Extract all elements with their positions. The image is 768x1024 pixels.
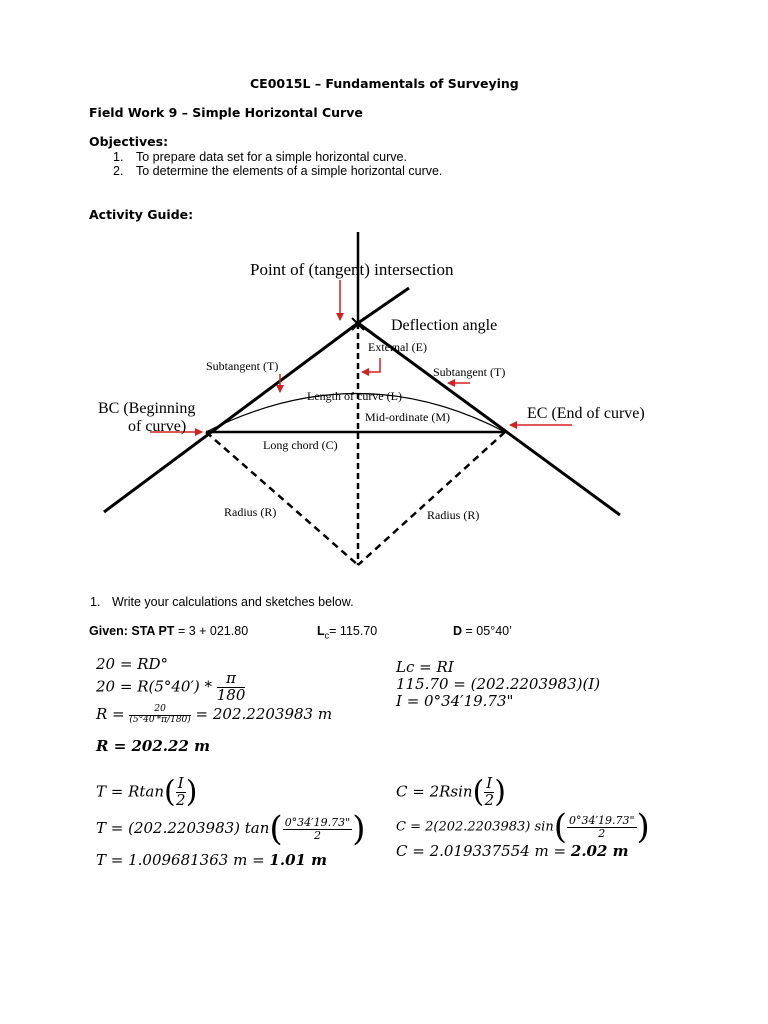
subtangent-right-label: Subtangent (T) — [433, 365, 506, 379]
calc-l-line3: I = 0°34′19.73" — [396, 692, 514, 710]
fraction-denominator: 2 — [313, 828, 321, 842]
calc-l-line1: Lc = RI — [396, 658, 454, 676]
r-fraction — [129, 705, 190, 725]
d-given — [453, 624, 512, 638]
right-paren-icon: ) — [352, 809, 366, 849]
calc-t-line2 — [96, 809, 366, 850]
question-number: 1. — [90, 595, 101, 609]
lc-given — [317, 624, 377, 641]
calc-c1-left: C = 2Rsin — [396, 782, 473, 801]
left-paren-icon: ( — [164, 774, 176, 810]
angle-over-2 — [283, 817, 353, 841]
right-paren-icon: ) — [636, 807, 650, 847]
calc-r-line1: 20 = RD° — [96, 655, 169, 673]
calc-r2-left: 20 = R(5°40′) * — [96, 677, 217, 696]
right-paren-icon: ) — [185, 774, 198, 810]
radius-left-label: Radius (R) — [224, 505, 277, 519]
calc-l-line2: 115.70 = (202.2203983)(I) — [396, 675, 601, 693]
calc-c2-left: C = 2(202.2203983) sin — [396, 819, 554, 835]
radius-right-label: Radius (R) — [427, 508, 480, 522]
course-title: CE0015L – Fundamentals of Surveying — [250, 76, 519, 91]
deflection-label: Deflection angle — [391, 317, 498, 334]
d-label: D — [453, 624, 463, 638]
bc-label-line2: of curve) — [128, 418, 187, 435]
objective-item: To determine the elements of a simple horizontal curve. — [136, 164, 443, 178]
given-row — [89, 624, 248, 638]
fraction-numerator: 0°34′19.73" — [284, 815, 351, 829]
fraction-denominator: 2 — [598, 826, 606, 840]
calc-c-line3 — [396, 842, 629, 860]
external-arrow — [362, 358, 380, 372]
length-of-curve-label: Length of curve (L) — [307, 389, 402, 403]
objective-number: 2. — [113, 164, 124, 178]
calc-r-line2 — [96, 671, 245, 705]
calc-r3-right: = 202.2203983 m — [190, 705, 333, 723]
fraction-numerator: 0°34′19.73" — [568, 813, 635, 827]
angle-over-2 — [567, 815, 637, 839]
i-over-2 — [484, 776, 494, 809]
objectives-heading: Objectives: — [89, 134, 169, 149]
fraction-denominator: 180 — [216, 685, 246, 704]
lc-subscript: c — [324, 630, 330, 641]
calc-t-line3 — [96, 851, 327, 869]
fraction-denominator: (5°40′*π/180) — [129, 714, 191, 725]
lc-label: L — [317, 624, 325, 638]
calc-t1-left: T = Rtan — [96, 782, 165, 801]
calc-r-line3 — [96, 705, 332, 739]
right-paren-icon: ) — [494, 774, 506, 810]
sta-value: = 3 + 021.80 — [177, 624, 249, 638]
left-paren-icon: ( — [269, 809, 283, 849]
radius-right-line — [358, 432, 505, 565]
lc-value: = 115.70 — [329, 624, 378, 638]
i-over-2 — [176, 776, 186, 809]
left-paren-icon: ( — [472, 774, 485, 810]
left-paren-icon: ( — [553, 807, 567, 847]
sta-label: STA PT — [131, 624, 175, 638]
subtangent-left-label: Subtangent (T) — [206, 359, 279, 373]
d-value: = 05°40’ — [465, 624, 512, 638]
activity-guide-heading: Activity Guide: — [89, 207, 194, 222]
long-chord-label: Long chord (C) — [263, 438, 338, 452]
objective-item: To prepare data set for a simple horizontal curve. — [136, 150, 407, 164]
question-text: Write your calculations and sketches below. — [112, 595, 354, 609]
objective-number: 1. — [113, 150, 124, 164]
ec-label: EC (End of curve) — [527, 405, 645, 422]
calc-c3-left: C = 2.019337554 m = — [396, 842, 571, 860]
calc-c-result: 2.02 m — [570, 842, 629, 860]
calc-t-line1 — [96, 776, 197, 812]
fraction-denominator: 2 — [484, 790, 495, 809]
calc-t-result: 1.01 m — [269, 851, 328, 869]
fraction-denominator: 2 — [175, 790, 186, 809]
fraction-numerator: I — [486, 774, 493, 792]
mid-ordinate-label: Mid-ordinate (M) — [365, 410, 450, 424]
calc-c-line1 — [396, 776, 506, 812]
calc-t2-left: T = (202.2203983) tan — [96, 819, 270, 837]
calc-r3-left: R = — [96, 705, 130, 723]
fraction-numerator: 20 — [129, 705, 190, 715]
pi-over-180 — [217, 671, 246, 704]
given-label: Given: — [89, 624, 128, 638]
fraction-numerator: π — [217, 671, 246, 688]
calc-t3-left: T = 1.009681363 m = — [96, 851, 270, 869]
fraction-numerator: I — [177, 774, 184, 792]
fieldwork-title: Field Work 9 – Simple Horizontal Curve — [89, 105, 363, 120]
calc-r-result: R = 202.22 m — [96, 737, 210, 755]
external-label: External (E) — [368, 340, 427, 354]
pi-label: Point of (tangent) intersection — [250, 260, 454, 279]
bc-label-line1: BC (Beginning — [98, 400, 196, 417]
